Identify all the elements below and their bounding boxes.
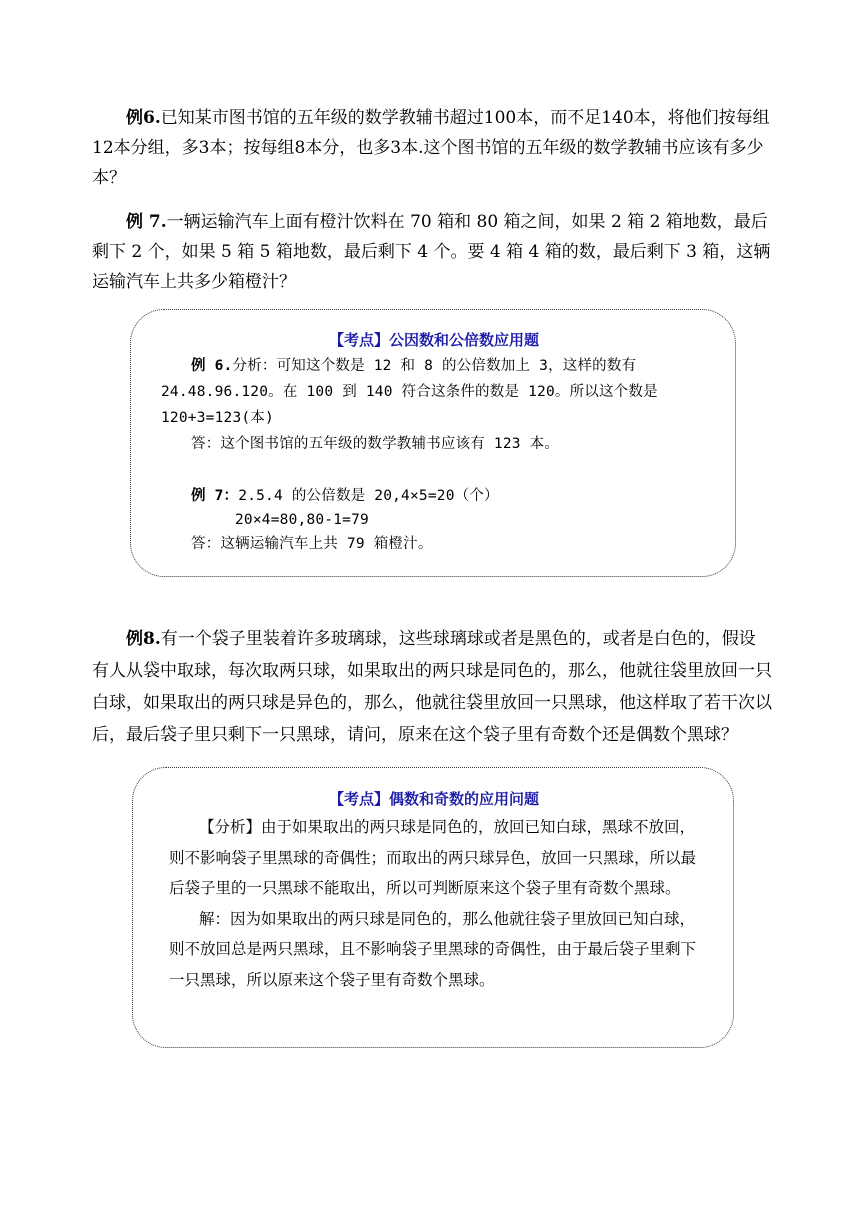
box-1-body — [161, 353, 707, 557]
box-2-analysis-text: 由于如果取出的两只球是同色的，放回已知白球，黑球不放回，则不影响袋子里黑球的奇偶性；而取出的两只球异色，放回一只黑球，所以最后袋子里的一只黑球不能取出，所以可判断原来这个袋子里有奇数个黑球。 — [169, 818, 697, 897]
box-1-ex6-answer: 答：这个图书馆的五年级的数学教辅书应该有 123 本。 — [191, 436, 560, 452]
answer-box-2 — [132, 767, 734, 1048]
box-1-ex6-line1: 例 6.分析：可知这个数是 12 和 8 的公倍数加上 3，这样的数有 — [191, 358, 637, 374]
example-8-label: 例8. — [126, 629, 161, 649]
box-1-ex7-label: 例 7： — [191, 488, 239, 504]
example-7-question — [92, 207, 772, 297]
example-6-question — [92, 103, 772, 193]
box-2-body — [169, 812, 699, 995]
box-1-title: 【考点】公因数和公倍数应用题 — [328, 331, 539, 349]
box-1-spacer — [161, 457, 707, 483]
box-2-analysis-label: 【分析】 — [199, 818, 262, 836]
example-6-label: 例6. — [126, 108, 161, 128]
example-8-text: 有一个袋子里装着许多玻璃球，这些球璃球或者是黑色的，或者是白色的，假设有人从袋中取球，每次取两只球，如果取出的两只球是同色的，那么，他就往袋里放回一只白球，如果取出的两只球是异色的，那么，他就往袋里放回一只黑球，他这样取了若干次以后，最后袋子里只剩下一只黑球，请问，原来在这个袋子里有奇数个还是偶数个黑球？ — [92, 629, 772, 745]
box-1-ex7-answer: 答：这辆运输汽车上共 79 箱橙汁。 — [191, 536, 433, 552]
box-1-ex6-label: 例 6. — [191, 358, 233, 374]
answer-box-1 — [130, 309, 736, 577]
example-8-question — [92, 623, 772, 751]
example-7-label: 例 7. — [126, 212, 167, 232]
box-1-ex7-line1: 例 7：2.5.4 的公倍数是 20,4×5=20（个） — [191, 488, 499, 504]
example-7-text: 一辆运输汽车上面有橙汁饮料在 70 箱和 80 箱之间，如果 2 箱 2 箱地数，最后剩下 2 个，如果 5 箱 5 箱地数，最后剩下 4 个。要 4 箱 4 箱的数，最后剩下 3 箱，这辆运输汽车上共多少箱橙汁？ — [92, 212, 771, 292]
example-6-text: 已知某市图书馆的五年级的数学教辅书超过100本，而不足140本，将他们按每组12本分组，多3本；按每组8本分，也多3本.这个图书馆的五年级的数学教辅书应该有多少本？ — [92, 108, 770, 188]
box-2-title: 【考点】偶数和奇数的应用问题 — [328, 790, 539, 808]
box-2-analysis — [169, 812, 699, 904]
box-1-ex6-line2: 24.48.96.120。在 100 到 140 符合这条件的数是 120。所以这个数是 — [161, 384, 658, 400]
box-1-ex6-line3: 120+3=123(本) — [161, 410, 274, 426]
box-1-ex7-line2: 20×4=80,80-1=79 — [235, 512, 369, 528]
box-2-solution: 解：因为如果取出的两只球是同色的，那么他就往袋子里放回已知白球，则不放回总是两只黑球，且不影响袋子里黑球的奇偶性，由于最后袋子里剩下一只黑球，所以原来这个袋子里有奇数个黑球。 — [169, 909, 697, 989]
